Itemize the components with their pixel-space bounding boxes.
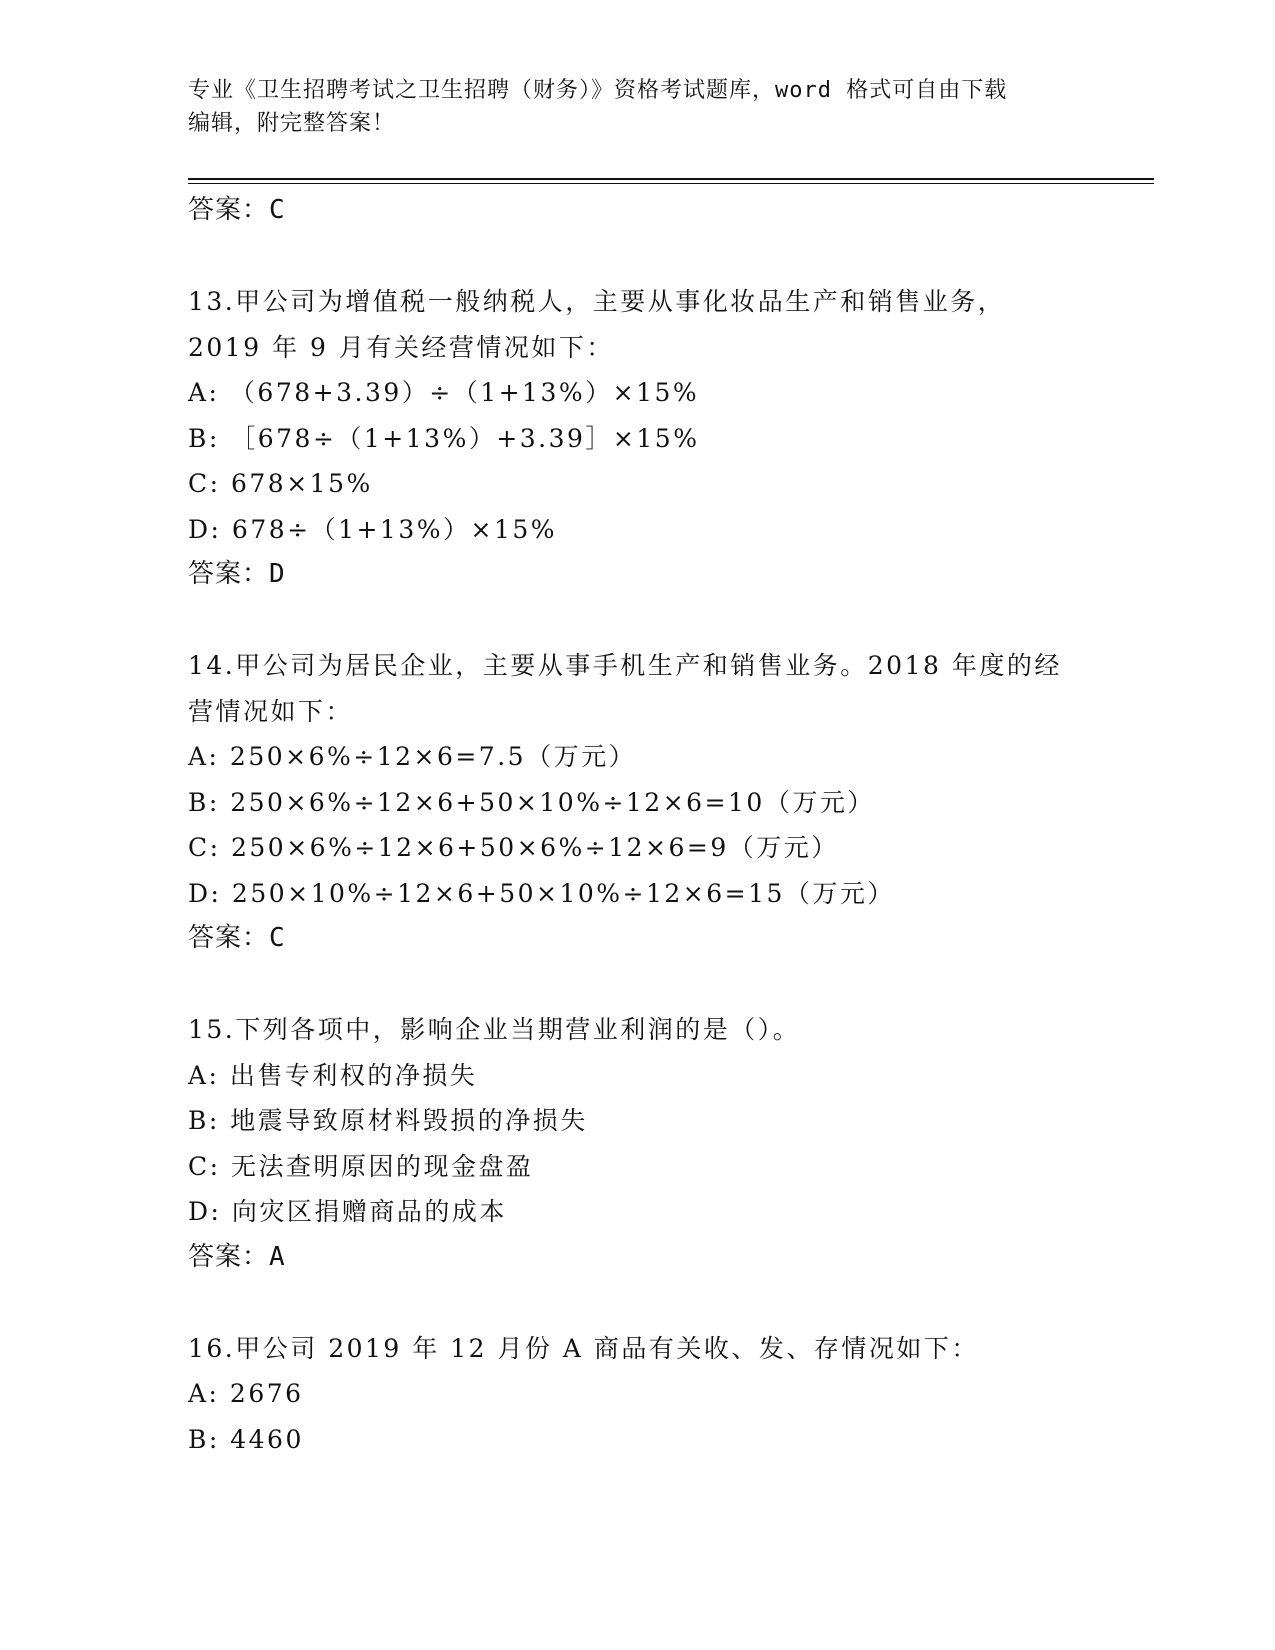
option-a: A: 2676 [188,1379,304,1408]
option-c: C: 无法查明原因的现金盘盈 [188,1151,534,1181]
option-c: C: 250×6%÷12×6+50×6%÷12×6=9（万元） [188,833,839,862]
answer: 答案：C [188,923,286,953]
option-a: A: （678+3.39）÷（1+13%）×15% [188,378,700,407]
question-stem: 16.甲公司 2019 年 12 月份 A 商品有关收、发、存情况如下： [188,1333,979,1363]
option-d: D: 250×10%÷12×6+50×10%÷12×6=15（万元） [188,878,895,908]
header-line-1: 专业《卫生招聘考试之卫生招聘（财务）》资格考试题库，word 格式可自由下载 [188,78,1008,103]
header-rule [188,178,1154,180]
question-stem: 13.甲公司为增值税一般纳税人，主要从事化妆品生产和销售业务， [188,287,1006,316]
option-b: B: ［678÷（1+13%）+3.39］×15% [188,423,700,453]
question-stem-cont: 营情况如下： [188,696,354,726]
question-stem: 15.下列各项中，影响企业当期营业利润的是（）。 [188,1015,801,1044]
question-13 [188,279,1088,598]
question-16 [188,1326,1088,1463]
option-a: A: 250×6%÷12×6=7.5（万元） [188,742,637,771]
question-list [188,188,1088,1462]
document-header [188,74,1088,140]
previous-answer: 答案：C [188,195,286,225]
option-d: D: 向灾区捐赠商品的成本 [188,1197,507,1226]
header-line-2: 编辑，附完整答案！ [188,111,396,136]
answer: 答案：D [188,559,286,589]
option-b: B: 地震导致原材料毁损的净损失 [188,1106,588,1135]
question-stem-cont: 2019 年 9 月有关经营情况如下： [188,332,614,362]
question-15 [188,1007,1088,1280]
option-d: D: 678÷（1+13%）×15% [188,514,558,544]
header-rule-thin [188,183,1154,184]
question-14 [188,643,1088,962]
answer: 答案：A [188,1241,286,1272]
option-b: B: 4460 [188,1424,304,1454]
option-c: C: 678×15% [188,469,373,498]
question-stem: 14.甲公司为居民企业，主要从事手机生产和销售业务。2018 年度的经 [188,651,1062,680]
option-a: A: 出售专利权的净损失 [188,1060,478,1090]
option-b: B: 250×6%÷12×6+50×10%÷12×6=10（万元） [188,787,875,817]
